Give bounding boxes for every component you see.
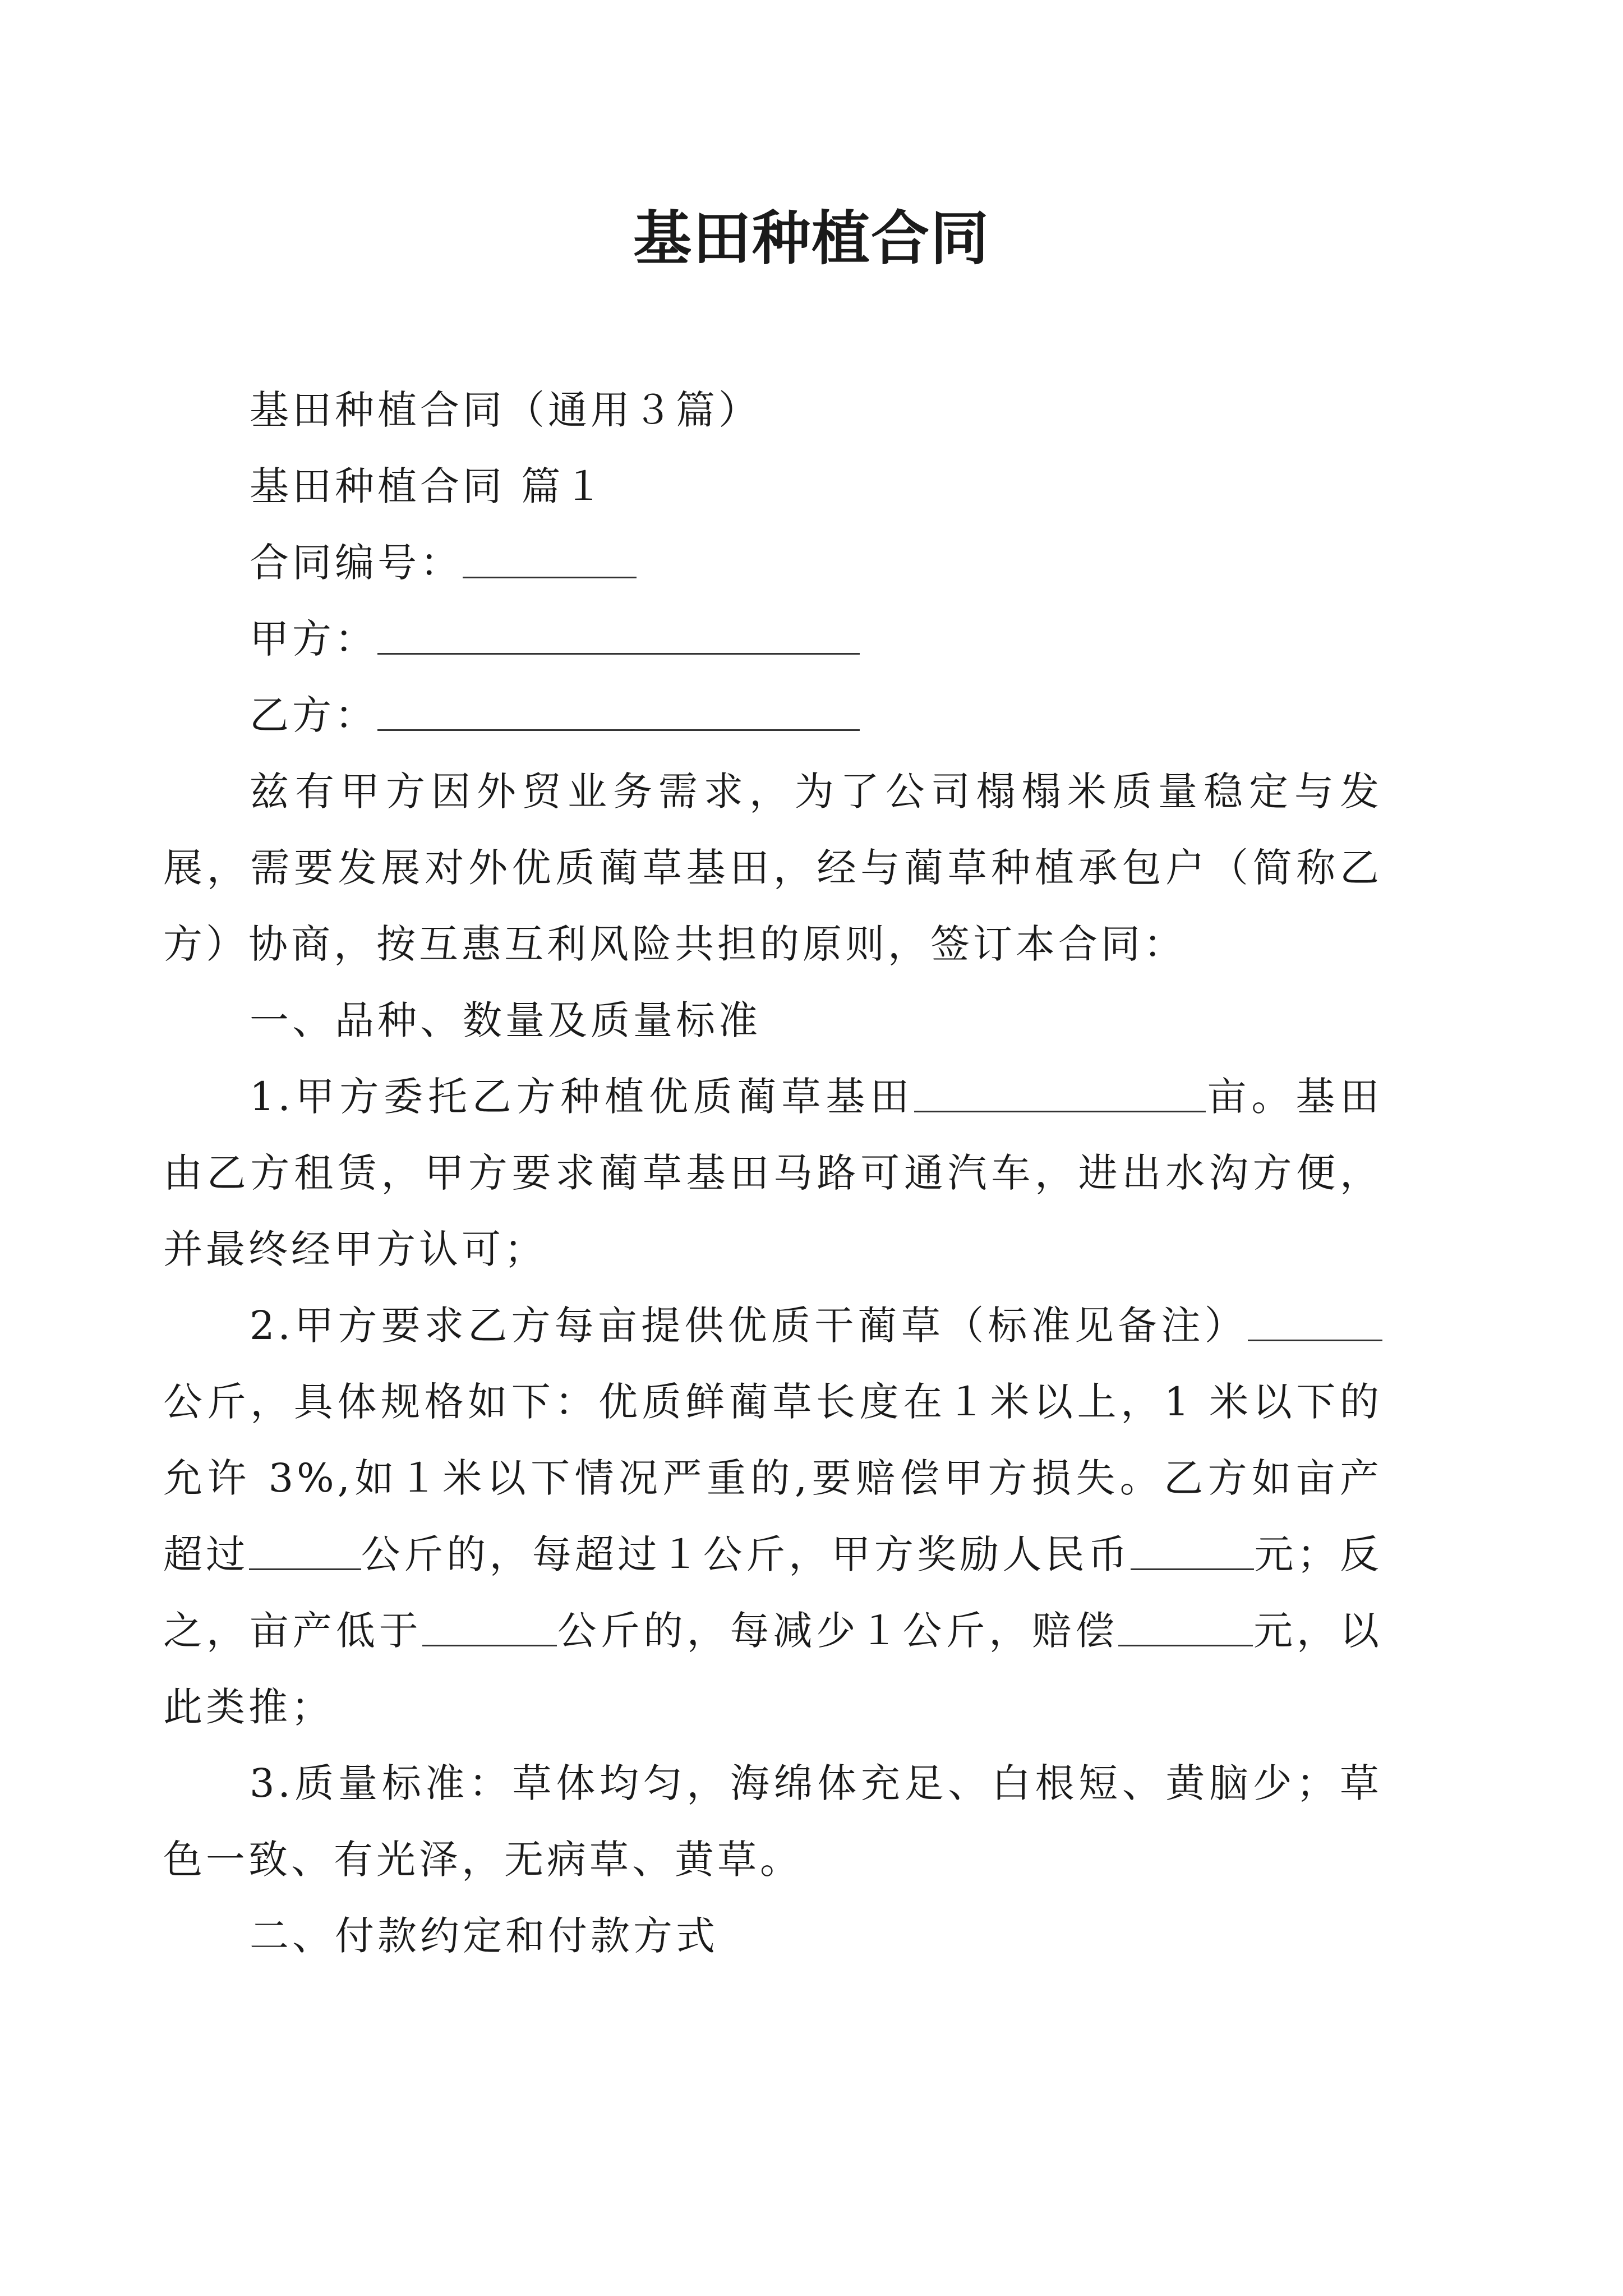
section-1-heading: 一、品种、数量及质量标准 <box>250 997 761 1043</box>
contract-number-label: 合同编号： <box>250 540 463 586</box>
yield-per-mu-blank[interactable] <box>1248 1303 1382 1341</box>
party-a-blank[interactable] <box>377 616 860 655</box>
document-body-continued <box>163 753 1383 1974</box>
item-1-paragraph <box>163 1059 1382 1287</box>
party-b-blank[interactable] <box>377 692 860 731</box>
party-b-label: 乙方： <box>250 692 377 738</box>
subtitle: 基田种植合同（通用３篇） <box>250 387 761 433</box>
part-heading: 基田种植合同 篇１ <box>250 463 607 509</box>
party-a-line <box>250 601 1382 677</box>
item-2-text-f: 元，以此类推； <box>163 1608 1383 1730</box>
item-2-text-d: 元；反之，亩产低于 <box>163 1531 1382 1654</box>
item-2-text-e: 公斤的，每减少１公斤，赔偿 <box>556 1608 1119 1654</box>
yield-minimum-blank[interactable] <box>422 1608 557 1646</box>
item-2-text-b: 公斤，具体规格如下：优质鲜蔺草长度在１米以上，1 米以下的允许 3%,如１米以下情况严重的,要赔偿甲方损失。乙方如亩产超过 <box>163 1379 1382 1577</box>
document-title: 基田种植合同 <box>633 204 990 273</box>
contract-number-line <box>250 524 1382 601</box>
item-2-paragraph <box>163 1287 1382 1745</box>
section-2-heading: 二、付款约定和付款方式 <box>250 1913 718 1959</box>
item-3-paragraph: 3.质量标准：草体均匀，海绵体充足、白根短、黄脑少；草色一致、有光泽，无病草、黄草。 <box>163 1760 1382 1883</box>
item-1-text-b: 亩。基田由乙方租赁，甲方要求蔺草基田马路可通汽车，进出水沟方便，并最终经甲方认可； <box>163 1074 1382 1272</box>
yield-threshold-blank[interactable] <box>249 1531 361 1570</box>
acreage-blank[interactable] <box>914 1074 1206 1112</box>
item-2-text-c: 公斤的，每超过１公斤，甲方奖励人民币 <box>361 1531 1131 1577</box>
reward-amount-blank[interactable] <box>1131 1531 1254 1570</box>
document-body <box>250 372 1382 753</box>
item-2-text-a: 2.甲方要求乙方每亩提供优质干蔺草（标准见备注） <box>250 1303 1248 1349</box>
party-a-label: 甲方： <box>250 616 377 662</box>
contract-number-blank[interactable] <box>463 540 637 578</box>
compensation-amount-blank[interactable] <box>1118 1608 1253 1646</box>
item-1-text-a: 1.甲方委托乙方种植优质蔺草基田 <box>250 1074 914 1120</box>
party-b-line <box>250 677 1382 753</box>
intro-paragraph: 兹有甲方因外贸业务需求，为了公司榻榻米质量稳定与发展，需要发展对外优质蔺草基田，经与蔺草种植承包户（简称乙方）协商，按互惠互利风险共担的原则，签订本合同： <box>163 769 1382 967</box>
